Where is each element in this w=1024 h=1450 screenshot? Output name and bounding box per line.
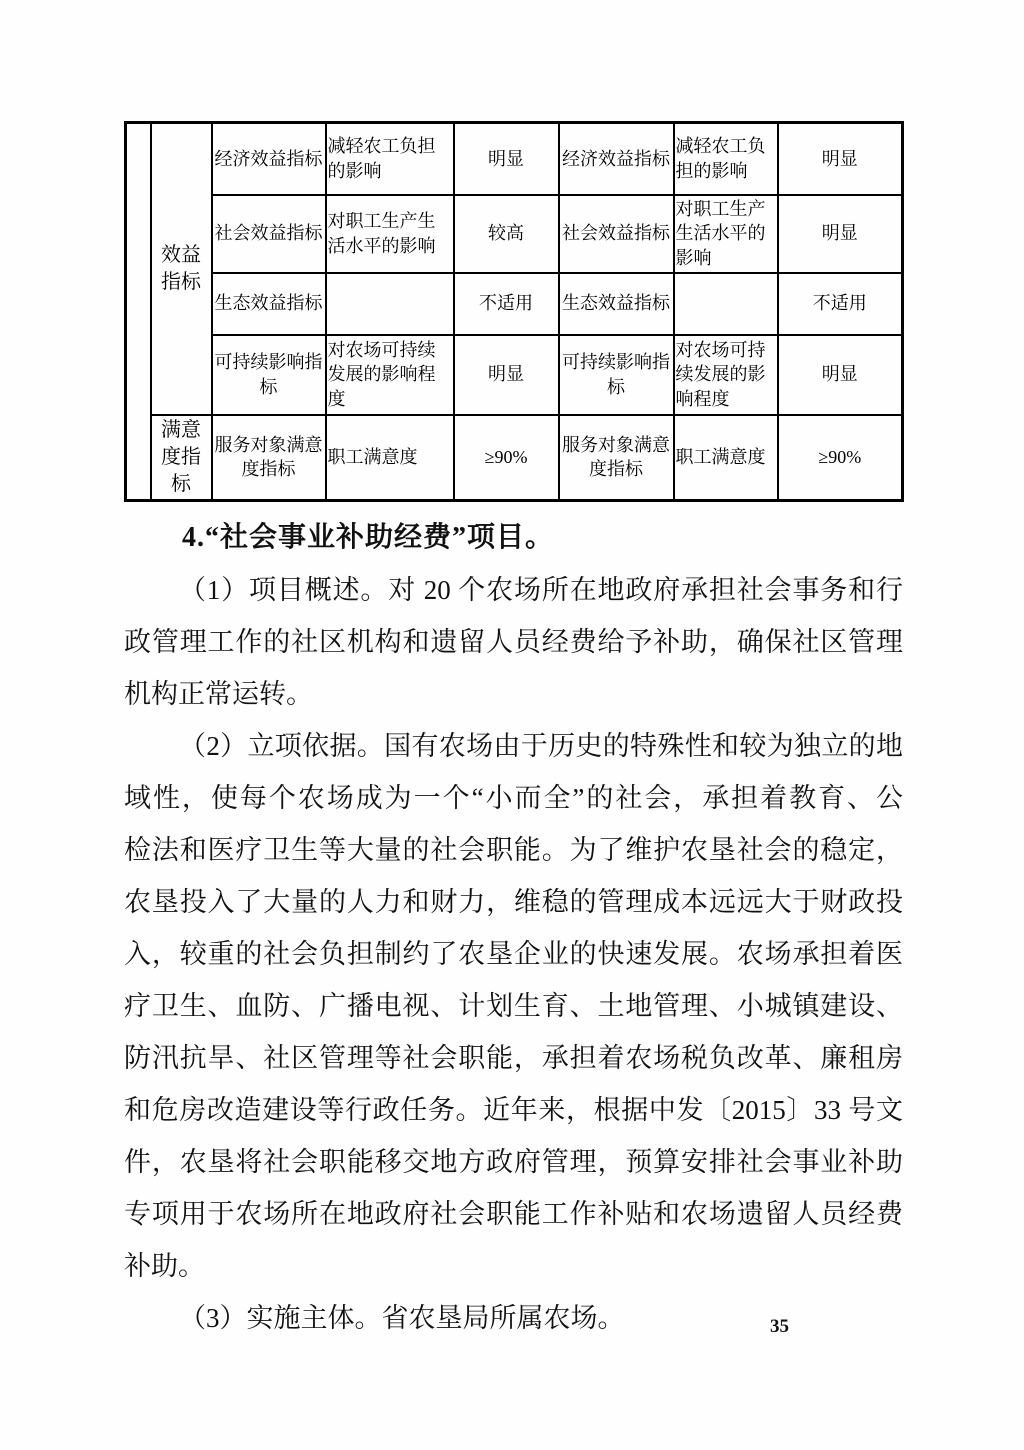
body-line: （3）实施主体。省农垦局所属农场。 <box>179 1302 625 1333</box>
table-cell-indicator-value: 不适用 <box>778 273 903 335</box>
body-text <box>124 512 903 1344</box>
table-row <box>126 415 903 501</box>
body-line: 补助。 <box>124 1250 205 1281</box>
body-line: （1）项目概述。对 20 个农场所在地政府承担社会事务和行 <box>179 574 903 605</box>
table-cell-indicator-name: 生态效益指标 <box>559 273 674 335</box>
table-cell-indicator-desc <box>326 273 454 335</box>
table-row <box>126 195 903 273</box>
table-row <box>126 273 903 335</box>
page-number: 35 <box>770 1316 789 1337</box>
table-cell-indicator-name: 可持续影响指标 <box>559 335 674 415</box>
body-line: 防汛抗旱、社区管理等社会职能，承担着农场税负改革、廉租房 <box>124 1042 903 1073</box>
table-cell-indicator-value: ≥90% <box>454 415 559 501</box>
table-cell-indicator-value: 不适用 <box>454 273 559 335</box>
table-cell-indicator-name: 可持续影响指标 <box>212 335 326 415</box>
body-line: 专项用于农场所在地政府社会职能工作补贴和农场遗留人员经费 <box>124 1198 903 1229</box>
body-line: 域性，使每个农场成为一个“小而全”的社会，承担着教育、公 <box>124 782 903 813</box>
table-cell-indicator-value: 明显 <box>778 195 903 273</box>
body-line: （2）立项依据。国有农场由于历史的特殊性和较为独立的地 <box>179 730 903 761</box>
table-row <box>126 123 903 195</box>
table-cell-indicator-value: 明显 <box>454 335 559 415</box>
body-line: 政管理工作的社区机构和遗留人员经费给予补助，确保社区管理 <box>124 626 903 657</box>
table-cell-indicator-value: ≥90% <box>778 415 903 501</box>
table-cell-indicator-name: 生态效益指标 <box>212 273 326 335</box>
table-cell-outer-empty <box>126 123 151 501</box>
section-heading: 4.“社会事业补助经费”项目。 <box>182 521 555 553</box>
table-cell-indicator-name: 经济效益指标 <box>559 123 674 195</box>
body-line: 机构正常运转。 <box>124 678 313 709</box>
indicator-table <box>124 121 904 502</box>
body-line: 件，农垦将社会职能移交地方政府管理，预算安排社会事业补助 <box>124 1146 903 1177</box>
table-cell-indicator-name: 经济效益指标 <box>212 123 326 195</box>
table-cell-indicator-desc: 对职工生产生活水平的影响 <box>326 195 454 273</box>
table-cell-indicator-value: 较高 <box>454 195 559 273</box>
table-cell-group-benefit: 效益指标 <box>151 123 212 415</box>
table-cell-indicator-value: 明显 <box>454 123 559 195</box>
table-cell-indicator-name: 社会效益指标 <box>212 195 326 273</box>
table-cell-indicator-desc: 对农场可持续发展的影响程度 <box>674 335 778 415</box>
table-cell-indicator-desc: 对职工生产生活水平的影响 <box>674 195 778 273</box>
table-cell-indicator-desc: 对农场可持续发展的影响程度 <box>326 335 454 415</box>
table-cell-indicator-desc: 减轻农工负担的影响 <box>326 123 454 195</box>
table-cell-indicator-desc: 职工满意度 <box>326 415 454 501</box>
body-line: 检法和医疗卫生等大量的社会职能。为了维护农垦社会的稳定， <box>124 834 903 865</box>
table-cell-indicator-desc: 职工满意度 <box>674 415 778 501</box>
body-line: 和危房改造建设等行政任务。近年来，根据中发〔2015〕33 号文 <box>124 1094 903 1125</box>
paragraph-2 <box>124 720 903 1292</box>
paragraph-1 <box>124 564 903 720</box>
table-row <box>126 335 903 415</box>
table-cell-indicator-name: 服务对象满意度指标 <box>212 415 326 501</box>
body-line: 疗卫生、血防、广播电视、计划生育、土地管理、小城镇建设、 <box>124 990 903 1021</box>
body-line: 农垦投入了大量的人力和财力，维稳的管理成本远远大于财政投 <box>124 886 903 917</box>
table-cell-indicator-desc: 减轻农工负担的影响 <box>674 123 778 195</box>
table-cell-group-satisfaction: 满意度指标 <box>151 415 212 501</box>
table-cell-indicator-value: 明显 <box>778 123 903 195</box>
table-cell-indicator-value: 明显 <box>778 335 903 415</box>
page-content <box>124 121 903 1344</box>
body-line: 入，较重的社会负担制约了农垦企业的快速发展。农场承担着医 <box>124 938 903 969</box>
table-cell-indicator-name: 服务对象满意度指标 <box>559 415 674 501</box>
table-cell-indicator-name: 社会效益指标 <box>559 195 674 273</box>
table-cell-indicator-desc <box>674 273 778 335</box>
